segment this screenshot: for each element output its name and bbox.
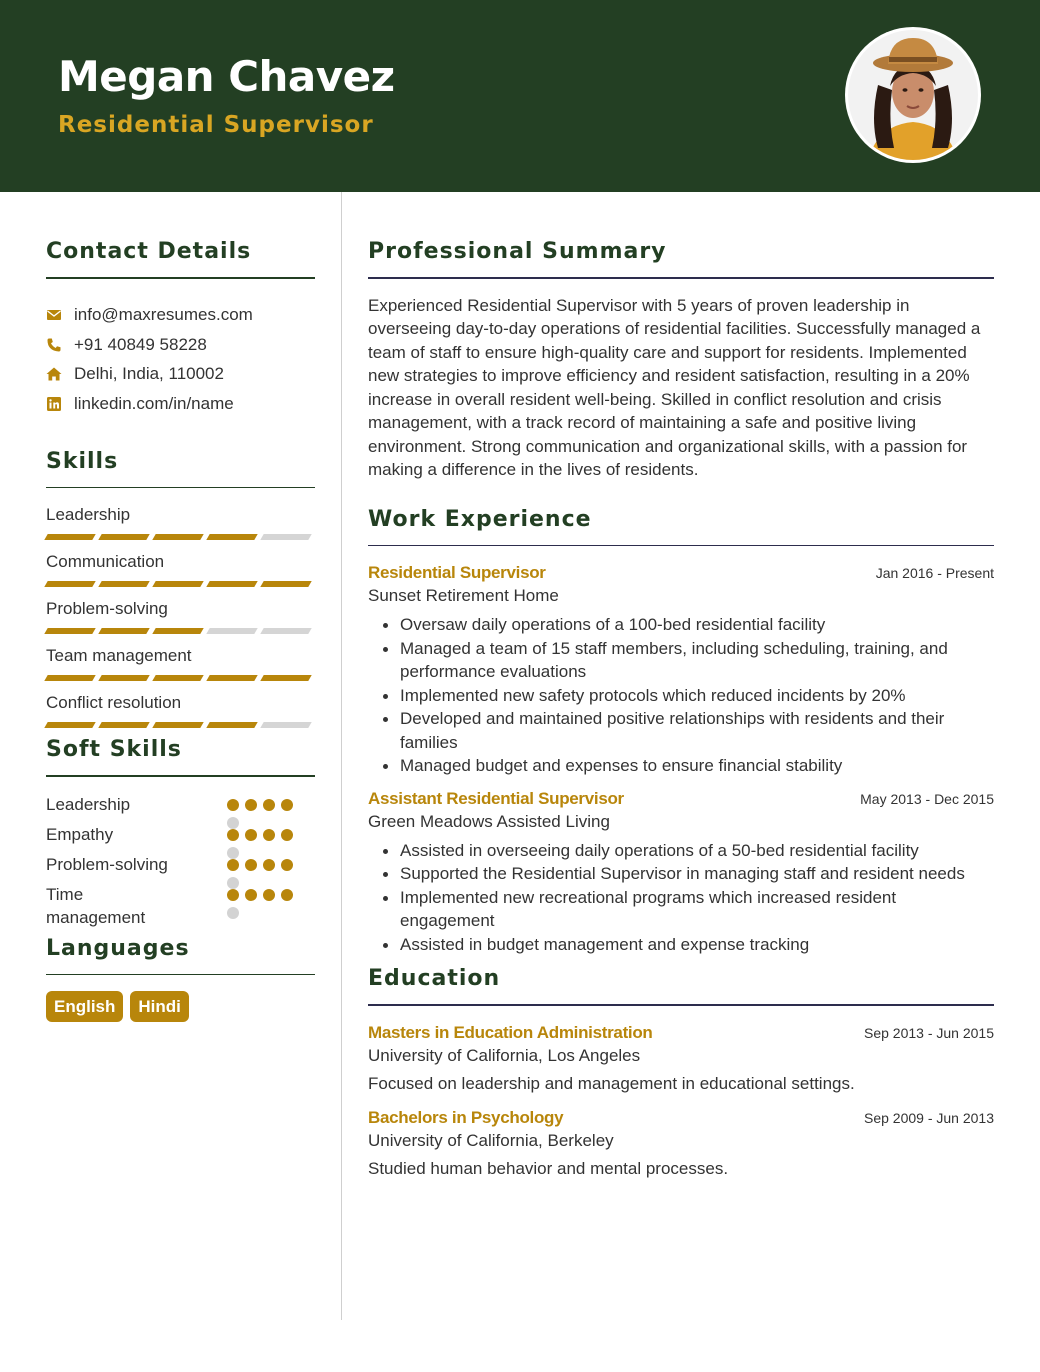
skill-name: Leadership (46, 505, 131, 524)
skill-level-segment (260, 722, 311, 728)
skill-level-segment (98, 581, 149, 587)
skill-level-segment (206, 628, 257, 634)
section-rule (46, 775, 315, 777)
right-column (368, 192, 994, 1179)
education-entry (368, 1108, 994, 1179)
education-school: University of California, Berkeley (368, 1130, 614, 1150)
job-bullet: Managed budget and expenses to ensure financial stability (368, 754, 994, 778)
profile-photo-image (848, 30, 978, 160)
skill-level-segment (44, 722, 95, 728)
contact-phone-text: +91 40849 58228 (74, 334, 207, 354)
skill-level-segment (44, 534, 95, 540)
job-bullet: Supported the Residential Supervisor in managing staff and resident needs (368, 862, 994, 886)
skill-level-bar (46, 534, 315, 542)
soft-skill-dot (281, 799, 293, 811)
job-bullets (368, 839, 994, 957)
language-badge: English (46, 991, 123, 1022)
job-org: Green Meadows Assisted Living (368, 811, 610, 831)
skill-level-segment (98, 628, 149, 634)
education-degree: Masters in Education Administration (368, 1022, 653, 1042)
skill-item (46, 643, 315, 683)
soft-skill-dot (227, 889, 239, 901)
skill-level-segment (260, 581, 311, 587)
experience-section (368, 507, 994, 957)
skill-item (46, 502, 315, 542)
skill-level-bar (46, 675, 315, 683)
section-rule (368, 1004, 994, 1006)
skill-name: Problem-solving (46, 599, 168, 618)
resume-header (0, 0, 1040, 192)
education-degree: Bachelors in Psychology (368, 1107, 564, 1127)
skill-level-segment (152, 581, 203, 587)
soft-skill-dot (281, 829, 293, 841)
job-role: Residential Supervisor (368, 563, 546, 582)
languages-heading: Languages (46, 935, 190, 961)
soft-skill-name: Leadership (46, 794, 131, 814)
column-divider (341, 192, 342, 1320)
soft-skill-item (46, 793, 315, 823)
contact-email[interactable] (46, 301, 315, 331)
skill-name: Conflict resolution (46, 693, 182, 712)
contact-phone[interactable] (46, 330, 315, 360)
profile-photo (845, 27, 981, 163)
contact-address (46, 360, 315, 390)
linkedin-icon (46, 395, 74, 413)
skill-level-segment (44, 628, 95, 634)
languages-list (46, 991, 315, 1022)
skill-level-bar (46, 722, 315, 730)
phone-icon (46, 336, 74, 354)
skill-level-segment (44, 581, 95, 587)
candidate-name: Megan Chavez (58, 52, 395, 101)
skill-level-bar (46, 581, 315, 589)
section-rule (46, 277, 315, 279)
skill-level-segment (206, 534, 257, 540)
soft-skills-list (46, 793, 315, 933)
education-entry (368, 1023, 994, 1094)
soft-skill-dot (245, 829, 257, 841)
skill-item (46, 690, 315, 730)
job-bullets (368, 613, 994, 778)
summary-section (368, 239, 994, 482)
education-description: Focused on leadership and management in educational settings. (368, 1073, 855, 1093)
skills-section (46, 449, 315, 731)
section-rule (46, 487, 315, 489)
education-section (368, 966, 994, 1179)
job-entry (368, 563, 994, 778)
contact-address-text: Delhi, India, 110002 (74, 364, 224, 384)
skill-level-segment (98, 722, 149, 728)
job-role: Assistant Residential Supervisor (368, 788, 624, 808)
languages-section (46, 936, 315, 1023)
soft-skill-item (46, 883, 315, 933)
candidate-title: Residential Supervisor (58, 112, 374, 138)
soft-skill-dot (263, 889, 275, 901)
skill-name: Team management (46, 646, 192, 665)
skill-name: Communication (46, 552, 165, 571)
soft-skills-heading: Soft Skills (46, 737, 182, 762)
section-rule (368, 545, 994, 547)
section-rule (368, 277, 994, 279)
soft-skill-item (46, 823, 315, 853)
soft-skill-dot (227, 907, 239, 919)
job-date: May 2013 - Dec 2015 (860, 790, 994, 807)
skill-level-segment (152, 628, 203, 634)
soft-skill-dot (281, 889, 293, 901)
skills-heading: Skills (46, 448, 119, 474)
skill-level-segment (44, 675, 95, 681)
experience-heading: Work Experience (368, 506, 592, 532)
job-entry (368, 789, 994, 957)
skill-level-segment (206, 722, 257, 728)
language-badge: Hindi (130, 991, 189, 1022)
job-bullet: Assisted in overseeing daily operations of a 50-bed residential facility (368, 839, 994, 863)
education-description: Studied human behavior and mental processes. (368, 1158, 729, 1178)
job-bullet: Implemented new safety protocols which reduced incidents by 20% (368, 684, 994, 708)
skills-list (46, 502, 315, 730)
job-bullet: Implemented new recreational programs which increased resident engagement (368, 886, 994, 933)
contact-linkedin[interactable] (46, 389, 315, 419)
skill-level-segment (260, 534, 311, 540)
skill-level-segment (206, 675, 257, 681)
skill-level-segment (206, 581, 257, 587)
contact-linkedin-text: linkedin.com/in/name (74, 393, 234, 413)
skill-item (46, 549, 315, 589)
job-bullet: Managed a team of 15 staff members, including scheduling, training, and performance evaluations (368, 637, 994, 684)
job-bullet: Developed and maintained positive relationships with residents and their families (368, 707, 994, 754)
skill-level-segment (152, 534, 203, 540)
soft-skill-dot (263, 799, 275, 811)
job-bullet: Oversaw daily operations of a 100-bed residential facility (368, 613, 994, 637)
skill-level-segment (98, 675, 149, 681)
soft-skill-dot (245, 859, 257, 871)
soft-skills-section (46, 737, 315, 933)
skill-level-bar (46, 628, 315, 636)
section-rule (46, 974, 315, 976)
skill-level-segment (260, 675, 311, 681)
education-heading: Education (368, 966, 501, 991)
summary-heading: Professional Summary (368, 239, 667, 264)
soft-skill-dot (227, 829, 239, 841)
soft-skill-item (46, 853, 315, 883)
left-column (46, 192, 315, 1022)
contact-list (46, 301, 315, 419)
soft-skill-dot (263, 859, 275, 871)
soft-skill-dot (227, 799, 239, 811)
education-date: Sep 2009 - Jun 2013 (864, 1109, 994, 1126)
job-bullet: Assisted in budget management and expense tracking (368, 933, 994, 957)
email-icon (46, 306, 74, 324)
skill-level-segment (260, 628, 311, 634)
summary-text: Experienced Residential Supervisor with 5 years of proven leadership in overseeing day-to-day operations of residential facilities. Successfully managed a team of staff to ensure high-quality care and support for residents. Implemented new strategies to improve efficiency and resident satisfaction, resulting in a 20% increase in overall resident well-being. Skilled in conflict resolution and crisis management, with a track record of maintaining a safe and positive living environment. Strong communication and organizational skills, with a passion for making a difference in the lives of residents. (368, 295, 981, 479)
soft-skill-name: Time management (46, 884, 146, 927)
soft-skill-dot (245, 799, 257, 811)
job-date: Jan 2016 - Present (875, 565, 994, 581)
education-school: University of California, Los Angeles (368, 1045, 641, 1065)
soft-skill-dot (245, 889, 257, 901)
skill-item (46, 596, 315, 636)
contact-email-text: info@maxresumes.com (74, 305, 253, 325)
soft-skill-name: Problem-solving (46, 854, 168, 874)
home-icon (46, 365, 74, 383)
contact-heading: Contact Details (46, 239, 252, 264)
skill-level-segment (152, 675, 203, 681)
education-date: Sep 2013 - Jun 2015 (864, 1024, 994, 1041)
skill-level-segment (98, 534, 149, 540)
soft-skill-dot (281, 859, 293, 871)
job-org: Sunset Retirement Home (368, 586, 559, 605)
contact-section (46, 239, 315, 419)
soft-skill-dot (227, 859, 239, 871)
soft-skill-name: Empathy (46, 824, 114, 844)
soft-skill-dot (263, 829, 275, 841)
skill-level-segment (152, 722, 203, 728)
